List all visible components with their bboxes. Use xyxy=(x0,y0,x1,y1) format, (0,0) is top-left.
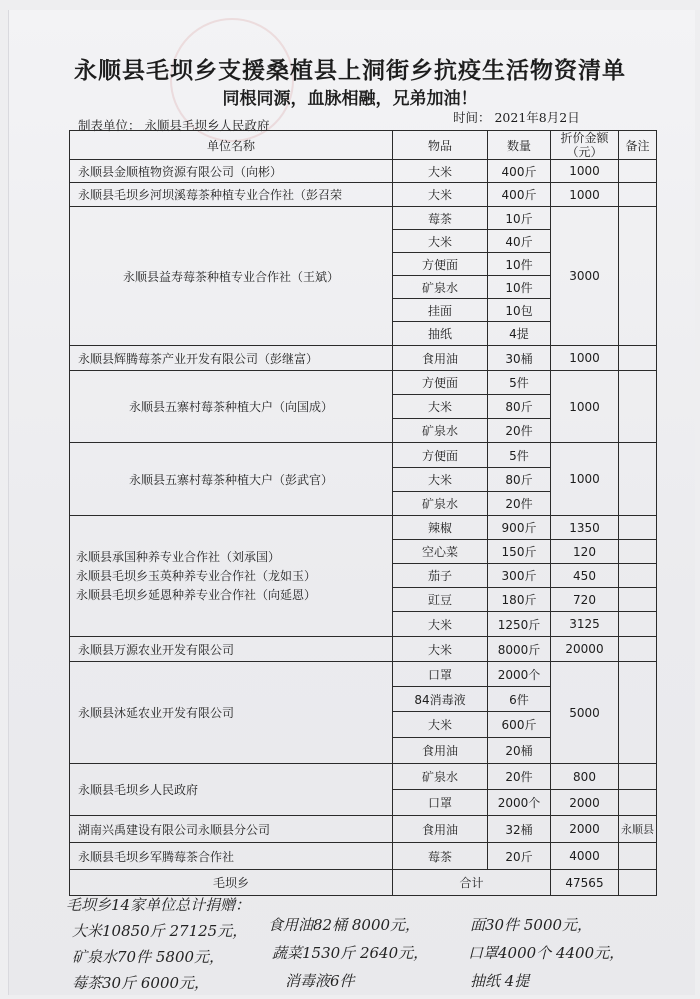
item-cell: 大米 xyxy=(393,160,488,183)
note-cell xyxy=(619,564,657,588)
table-row xyxy=(70,183,657,207)
item-cell: 大米 xyxy=(393,712,488,738)
note-cell xyxy=(619,843,657,870)
table-row xyxy=(70,160,657,183)
amount-cell: 20000 xyxy=(551,637,619,662)
amount-cell: 1000 xyxy=(551,183,619,207)
amount-cell: 5000 xyxy=(551,662,619,764)
amount-cell: 1000 xyxy=(551,371,619,443)
note-cell xyxy=(619,160,657,183)
qty-cell: 10件 xyxy=(488,253,551,276)
qty-cell: 2000个 xyxy=(488,790,551,816)
unit-name: 永顺县辉腾莓茶产业开发有限公司（彭继富） xyxy=(70,346,393,371)
qty-cell: 4提 xyxy=(488,322,551,346)
qty-cell: 20桶 xyxy=(488,738,551,764)
qty-cell: 20斤 xyxy=(488,843,551,870)
item-cell: 大米 xyxy=(393,183,488,207)
qty-cell: 180斤 xyxy=(488,588,551,612)
amount-cell: 800 xyxy=(551,764,619,790)
item-cell: 食用油 xyxy=(393,816,488,843)
qty-cell: 10斤 xyxy=(488,207,551,230)
item-cell: 食用油 xyxy=(393,346,488,371)
table-row xyxy=(70,516,657,540)
qty-cell: 32桶 xyxy=(488,816,551,843)
note-cell xyxy=(619,371,657,443)
item-cell: 大米 xyxy=(393,230,488,253)
item-cell: 大米 xyxy=(393,637,488,662)
item-cell: 空心菜 xyxy=(393,540,488,564)
amount-cell: 1000 xyxy=(551,346,619,371)
qty-cell: 20件 xyxy=(488,419,551,443)
unit-name: 永顺县万源农业开发有限公司 xyxy=(70,637,393,662)
item-cell: 茄子 xyxy=(393,564,488,588)
table-row xyxy=(70,764,657,790)
handwritten-line: 蔬菜1530斤 2640元， xyxy=(272,944,429,962)
handwritten-line: 莓茶30斤 6000元， xyxy=(72,974,210,992)
amount-cell: 2000 xyxy=(551,816,619,843)
handwritten-notes xyxy=(0,890,700,999)
amount-cell: 1350 xyxy=(551,516,619,540)
document-title: 永顺县毛坝乡支援桑植县上洞街乡抗疫生活物资清单 xyxy=(74,57,626,84)
supply-table xyxy=(69,130,657,896)
note-cell xyxy=(619,764,657,790)
handwritten-line: 矿泉水70件 5800元， xyxy=(72,948,225,966)
item-cell: 矿泉水 xyxy=(393,419,488,443)
item-cell: 口罩 xyxy=(393,662,488,687)
note-cell xyxy=(619,790,657,816)
item-cell: 挂面 xyxy=(393,299,488,322)
note-cell xyxy=(619,612,657,637)
qty-cell: 300斤 xyxy=(488,564,551,588)
note-cell xyxy=(619,662,657,764)
amount-cell: 4000 xyxy=(551,843,619,870)
item-cell: 莓茶 xyxy=(393,843,488,870)
amount-cell: 450 xyxy=(551,564,619,588)
note-cell xyxy=(619,516,657,540)
header-note: 备注 xyxy=(619,131,657,160)
table-row xyxy=(70,346,657,371)
document-subtitle: 同根同源，血脉相融，兄弟加油！ xyxy=(222,89,478,109)
qty-cell: 40斤 xyxy=(488,230,551,253)
unit-name: 永顺县五寨村莓茶种植大户（彭武官） xyxy=(70,443,393,516)
note-cell xyxy=(619,540,657,564)
unit-name: 永顺县毛坝乡玉英种养专业合作社（龙如玉） xyxy=(76,568,317,583)
item-cell: 莓茶 xyxy=(393,207,488,230)
handwritten-line: 大米10850斤 27125元， xyxy=(72,922,248,940)
header-amount: 折价金额（元） xyxy=(551,131,619,160)
unit-name: 永顺县毛坝乡延恩种养专业合作社（向延恩） xyxy=(76,587,317,602)
item-cell: 豇豆 xyxy=(393,588,488,612)
unit-name: 永顺县沐延农业开发有限公司 xyxy=(70,662,393,764)
item-cell: 大米 xyxy=(393,612,488,637)
note-cell xyxy=(619,346,657,371)
amount-cell: 120 xyxy=(551,540,619,564)
item-cell: 大米 xyxy=(393,468,488,492)
item-cell: 食用油 xyxy=(393,738,488,764)
handwritten-line: 消毒液6件 xyxy=(285,972,355,990)
qty-cell: 20件 xyxy=(488,764,551,790)
note-cell xyxy=(619,183,657,207)
unit-name: 永顺县益寿莓茶种植专业合作社（王斌） xyxy=(70,207,393,346)
qty-cell: 400斤 xyxy=(488,183,551,207)
item-cell: 口罩 xyxy=(393,790,488,816)
header-item: 物品 xyxy=(393,131,488,160)
amount-cell: 1000 xyxy=(551,160,619,183)
table-row xyxy=(70,843,657,870)
qty-cell: 20件 xyxy=(488,492,551,516)
document-date: 时间： 2021年8月2日 xyxy=(453,110,580,125)
item-cell: 矿泉水 xyxy=(393,492,488,516)
qty-cell: 5件 xyxy=(488,443,551,468)
qty-cell: 10包 xyxy=(488,299,551,322)
qty-cell: 900斤 xyxy=(488,516,551,540)
note-cell xyxy=(619,637,657,662)
unit-name: 永顺县毛坝乡人民政府 xyxy=(70,764,393,816)
qty-cell: 80斤 xyxy=(488,468,551,492)
header-unit: 单位名称 xyxy=(70,131,393,160)
qty-cell: 8000斤 xyxy=(488,637,551,662)
item-cell: 方便面 xyxy=(393,371,488,395)
handwritten-line: 口罩4000个 4400元， xyxy=(468,944,625,962)
qty-cell: 80斤 xyxy=(488,395,551,419)
amount-cell: 2000 xyxy=(551,790,619,816)
note-cell xyxy=(619,207,657,346)
qty-cell: 150斤 xyxy=(488,540,551,564)
note-cell: 永顺县 xyxy=(619,816,657,843)
header-qty: 数量 xyxy=(488,131,551,160)
qty-cell: 2000个 xyxy=(488,662,551,687)
item-cell: 大米 xyxy=(393,395,488,419)
unit-name: 永顺县承国种养专业合作社（刘承国） xyxy=(76,549,281,564)
amount-cell: 720 xyxy=(551,588,619,612)
unit-name: 永顺县毛坝乡河坝溪莓茶种植专业合作社（彭召荣 xyxy=(70,183,393,207)
unit-name: 湖南兴禹建设有限公司永顺县分公司 xyxy=(70,816,393,843)
qty-cell: 10件 xyxy=(488,276,551,299)
note-cell xyxy=(619,443,657,516)
item-cell: 方便面 xyxy=(393,443,488,468)
qty-cell: 30桶 xyxy=(488,346,551,371)
item-cell: 矿泉水 xyxy=(393,764,488,790)
qty-cell: 1250斤 xyxy=(488,612,551,637)
amount-cell: 3000 xyxy=(551,207,619,346)
handwritten-line: 毛坝乡14家单位总计捐赠： xyxy=(66,896,251,914)
total-label: 合计 xyxy=(393,870,551,896)
table-row xyxy=(70,816,657,843)
unit-name: 永顺县金顺植物资源有限公司（向彬） xyxy=(70,160,393,183)
qty-cell: 6件 xyxy=(488,687,551,712)
item-cell: 辣椒 xyxy=(393,516,488,540)
amount-cell: 3125 xyxy=(551,612,619,637)
item-cell: 方便面 xyxy=(393,253,488,276)
table-header-row xyxy=(70,131,657,160)
note-cell xyxy=(619,588,657,612)
total-unit: 毛坝乡 xyxy=(70,870,393,896)
maker-unit: 制表单位： 永顺县毛坝乡人民政府 xyxy=(78,118,270,133)
table-row xyxy=(70,207,657,230)
handwritten-line: 面30件 5000元， xyxy=(470,916,593,934)
unit-name-group xyxy=(70,516,393,637)
table-row xyxy=(70,443,657,468)
qty-cell: 400斤 xyxy=(488,160,551,183)
table-row xyxy=(70,662,657,687)
handwritten-line: 食用油82桶 8000元， xyxy=(268,916,421,934)
table-row xyxy=(70,371,657,395)
qty-cell: 5件 xyxy=(488,371,551,395)
amount-cell: 1000 xyxy=(551,443,619,516)
item-cell: 矿泉水 xyxy=(393,276,488,299)
item-cell: 84消毒液 xyxy=(393,687,488,712)
item-cell: 抽纸 xyxy=(393,322,488,346)
unit-name: 永顺县五寨村莓茶种植大户（向国成） xyxy=(70,371,393,443)
qty-cell: 600斤 xyxy=(488,712,551,738)
table-row xyxy=(70,637,657,662)
total-amount: 47565 xyxy=(551,870,619,896)
unit-name: 永顺县毛坝乡军腾莓茶合作社 xyxy=(70,843,393,870)
handwritten-line: 抽纸 4提 xyxy=(470,972,530,990)
